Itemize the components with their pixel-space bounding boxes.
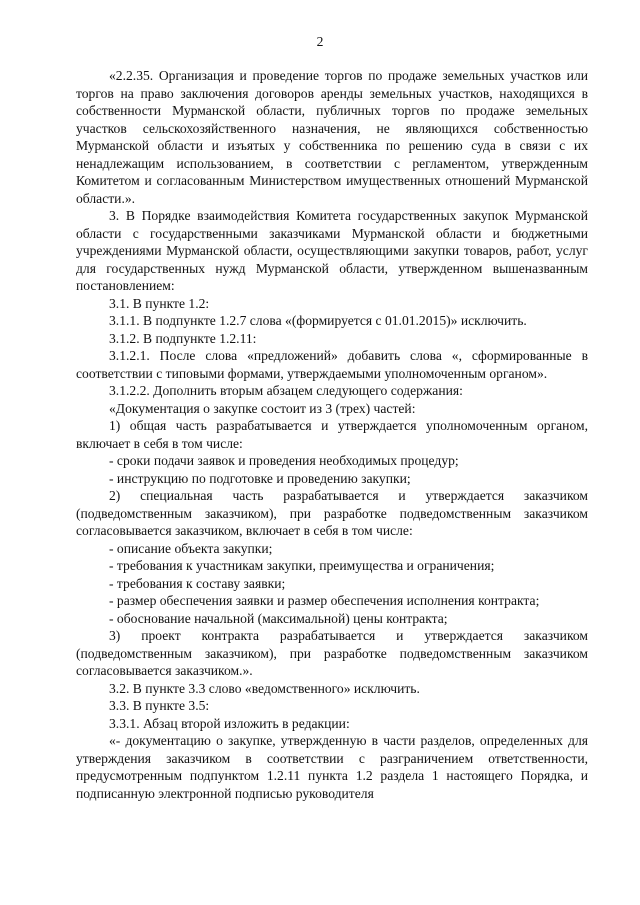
paragraph: 3.1.1. В подпункте 1.2.7 слова «(формируется с 01.01.2015)» исключить. — [109, 313, 527, 328]
paragraph: 3.1.2. В подпункте 1.2.11: — [109, 330, 257, 346]
paragraph: «Документация о закупке состоит из 3 (трех) частей: — [109, 400, 416, 416]
list-item: - требования к участникам закупки, преимущества и ограничения; — [109, 558, 495, 573]
paragraph: 3.1. В пункте 1.2: — [109, 295, 210, 311]
paragraph: 3.2. В пункте 3.3 слово «ведомственного» исключить. — [109, 680, 420, 696]
list-item: - инструкцию по подготовке и проведению закупки; — [109, 470, 411, 486]
list-item: - размер обеспечения заявки и размер обеспечения исполнения контракта; — [109, 593, 540, 608]
paragraph: 3.1.2.2. Дополнить вторым абзацем следующего содержания: — [109, 383, 463, 398]
paragraph: 3.3. В пункте 3.5: — [109, 698, 210, 713]
paragraph: «2.2.35. Организация и проведение торгов по продаже земельных участков или торгов на право заключения договоров аренды земельных участков, находящихся в собственности Мурманской области, публичных торгов по продаже земельных участков сельскохозяйственного назначения, не являющихся собственностью Мурманской области и изъятых у собственника по решению суда в связи с их ненадлежащим использованием, в соответствии с регламентом, утвержденным Комитетом и согласованным Министерством имущественных отношений Мурманской области.». — [76, 68, 588, 206]
paragraph: 2) специальная часть разрабатывается и утверждается заказчиком (подведомственным заказчиком), при разработке подведомственным заказчиком согласовывается заказчиком, включает в себя в том числе: — [76, 488, 588, 538]
paragraph: 3. В Порядке взаимодействия Комитета государственных закупок Мурманской области с государственными заказчиками Мурманской области и бюджетными учреждениями Мурманской области, осуществляющими закупки товаров, работ, услуг для государственных нужд Мурманской области, утвержденном вышеназванным постановлением: — [76, 208, 588, 293]
paragraph: «- документацию о закупке, утвержденную в части разделов, определенных для утверждения заказчиком в соответствии с разграничением ответственности, предусмотренным подпунктом 1.2.11 пункта 1.2 раздела 1 настоящего Порядка, и подписанную электронной подписью руководителя — [76, 733, 588, 801]
page-number: 2 — [316, 34, 324, 49]
list-item: - сроки подачи заявок и проведения необходимых процедур; — [109, 453, 459, 468]
list-item: - описание объекта закупки; — [109, 540, 273, 556]
list-item: - требования к составу заявки; — [109, 575, 286, 591]
document-body — [76, 67, 588, 802]
paragraph: 1) общая часть разрабатывается и утверждается уполномоченным органом, включает в себя в том числе: — [76, 418, 588, 451]
list-item: - обоснование начальной (максимальной) цены контракта; — [109, 610, 448, 626]
paragraph: 3.1.2.1. После слова «предложений» добавить слова «, сформированные в соответствии с типовыми формами, утверждаемыми уполномоченным органом». — [76, 348, 588, 381]
paragraph: 3) проект контракта разрабатывается и утверждается заказчиком (подведомственным заказчиком), при разработке подведомственным заказчиком согласовывается заказчиком.». — [76, 628, 588, 678]
paragraph: 3.3.1. Абзац второй изложить в редакции: — [109, 715, 350, 731]
